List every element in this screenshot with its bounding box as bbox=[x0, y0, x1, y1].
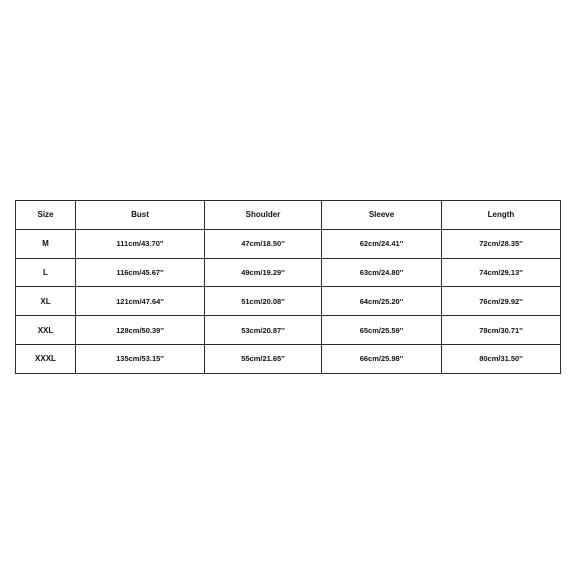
length-cell: 80cm/31.50'' bbox=[442, 344, 561, 373]
size-chart-table bbox=[15, 200, 561, 374]
sleeve-cell: 64cm/25.20'' bbox=[322, 287, 442, 316]
shoulder-cell: 51cm/20.08'' bbox=[205, 287, 322, 316]
header-row bbox=[16, 201, 561, 230]
bust-cell: 116cm/45.67'' bbox=[76, 258, 205, 287]
shoulder-cell: 53cm/20.87'' bbox=[205, 316, 322, 345]
table-row bbox=[16, 344, 561, 373]
header-shoulder: Shoulder bbox=[205, 201, 322, 230]
bust-cell: 135cm/53.15'' bbox=[76, 344, 205, 373]
sleeve-cell: 62cm/24.41'' bbox=[322, 229, 442, 258]
size-cell: XXXL bbox=[16, 344, 76, 373]
table-row bbox=[16, 258, 561, 287]
length-cell: 72cm/28.35'' bbox=[442, 229, 561, 258]
size-cell: XL bbox=[16, 287, 76, 316]
sleeve-cell: 66cm/25.98'' bbox=[322, 344, 442, 373]
sleeve-cell: 65cm/25.59'' bbox=[322, 316, 442, 345]
bust-cell: 121cm/47.64'' bbox=[76, 287, 205, 316]
size-cell: L bbox=[16, 258, 76, 287]
header-bust: Bust bbox=[76, 201, 205, 230]
shoulder-cell: 55cm/21.65'' bbox=[205, 344, 322, 373]
table-row bbox=[16, 229, 561, 258]
header-size: Size bbox=[16, 201, 76, 230]
length-cell: 74cm/29.13'' bbox=[442, 258, 561, 287]
size-cell: M bbox=[16, 229, 76, 258]
length-cell: 78cm/30.71'' bbox=[442, 316, 561, 345]
header-length: Length bbox=[442, 201, 561, 230]
table-row bbox=[16, 316, 561, 345]
table-row bbox=[16, 287, 561, 316]
shoulder-cell: 47cm/18.50'' bbox=[205, 229, 322, 258]
shoulder-cell: 49cm/19.29'' bbox=[205, 258, 322, 287]
size-cell: XXL bbox=[16, 316, 76, 345]
length-cell: 76cm/29.92'' bbox=[442, 287, 561, 316]
sleeve-cell: 63cm/24.80'' bbox=[322, 258, 442, 287]
bust-cell: 128cm/50.39'' bbox=[76, 316, 205, 345]
header-sleeve: Sleeve bbox=[322, 201, 442, 230]
bust-cell: 111cm/43.70'' bbox=[76, 229, 205, 258]
